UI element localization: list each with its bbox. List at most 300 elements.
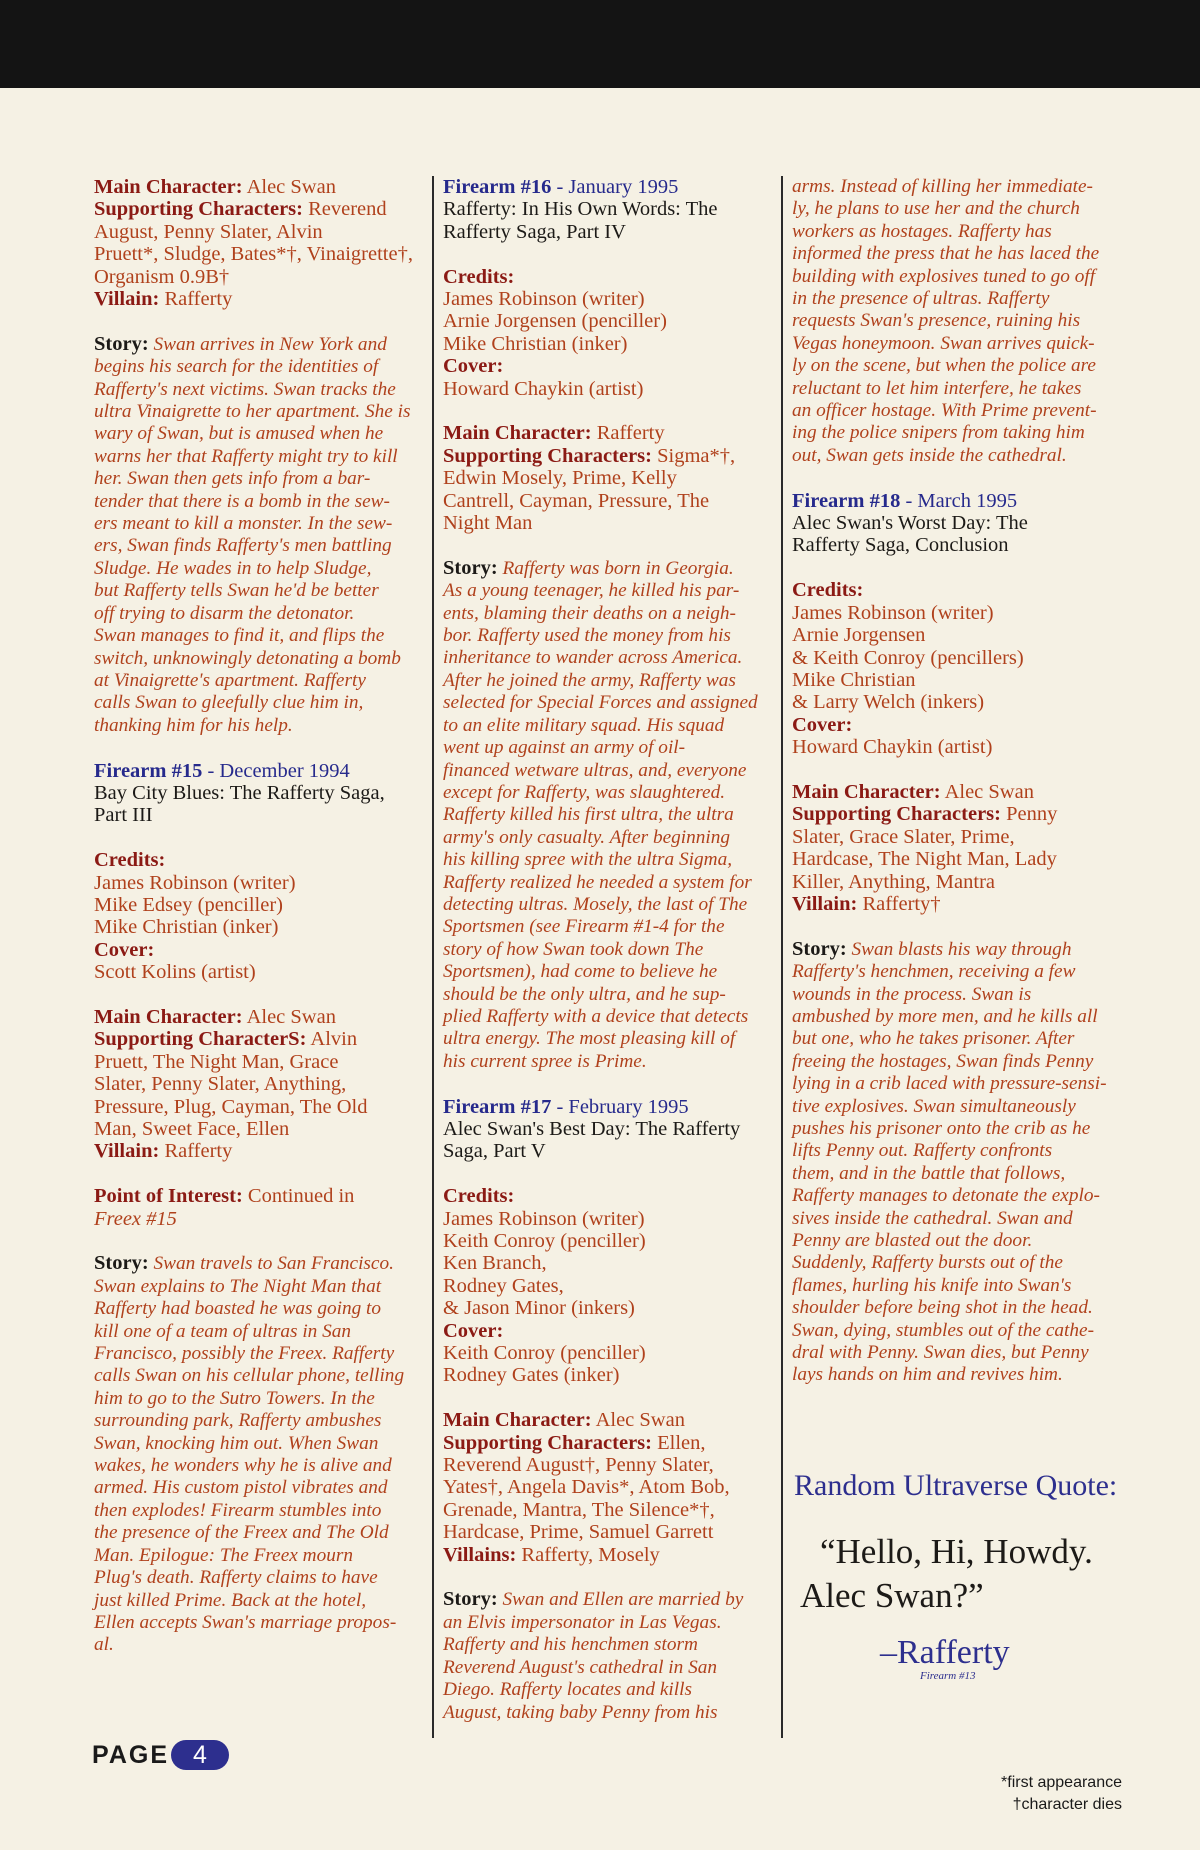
field-label: Supporting Characters:	[94, 198, 303, 221]
field-value: thanking him for his help.	[94, 714, 293, 736]
field-value: Bay City Blues: The Rafferty Saga,	[94, 781, 385, 804]
text-line	[792, 355, 1122, 377]
field-value: Ellen accepts Swan's marriage propos-	[94, 1611, 397, 1633]
field-value: Howard Chaykin (artist)	[443, 377, 644, 400]
text-line	[94, 1208, 424, 1230]
field-value: Pruett*, Sludge, Bates*†, Vinaigrette†,	[94, 243, 413, 266]
firearm-14-characters	[94, 176, 424, 310]
field-value: Swan arrives in New York and	[153, 333, 387, 355]
field-value: them, and in the battle that follows,	[792, 1162, 1066, 1184]
field-value: requests Swan's presence, ruining his	[792, 310, 1081, 332]
text-line	[792, 221, 1122, 243]
field-value: Alec Swan	[246, 1005, 336, 1028]
issue-date: - February 1995	[551, 1095, 689, 1118]
issue-date: - December 1994	[202, 759, 350, 782]
page-word: PAGE	[92, 1740, 169, 1769]
field-value: Ellen,	[657, 1431, 706, 1454]
text-line	[443, 512, 773, 534]
field-value: Scott Kolins (artist)	[94, 961, 256, 984]
column-divider-right	[781, 176, 783, 1738]
field-value: Slater, Grace Slater, Prime,	[792, 825, 1015, 848]
text-line	[443, 490, 773, 512]
field-value: pushes his prisoner onto the crib as he	[792, 1118, 1091, 1139]
field-value: Rafferty killed his first ultra, the ultra	[443, 804, 734, 826]
field-label: Main Character:	[94, 1005, 243, 1028]
field-value: Rafferty's henchmen, receiving a few	[792, 961, 1076, 983]
field-value: Alec Swan's Best Day: The Rafferty	[443, 1118, 741, 1140]
field-value: Killer, Anything, Mantra	[792, 870, 996, 893]
field-value: Alec Swan	[595, 1409, 685, 1432]
text-line	[443, 1432, 773, 1454]
field-value: dral with Penny. Swan dies, but Penny	[792, 1342, 1089, 1364]
field-value: Swan, knocking him out. When Swan	[94, 1432, 379, 1454]
field-value: ultra energy. The most pleasing kill of	[443, 1028, 736, 1050]
text-line	[792, 490, 1122, 512]
text-line	[94, 894, 424, 916]
text-line	[443, 1252, 773, 1274]
field-value: Cantrell, Cayman, Pressure, The	[443, 489, 710, 512]
footnotes	[1001, 1772, 1122, 1816]
field-value: Plug's death. Rafferty claims to have	[94, 1567, 378, 1589]
field-value: Pruett, The Night Man, Grace	[94, 1050, 339, 1073]
text-line	[792, 803, 1122, 825]
firearm-16-characters	[443, 422, 773, 534]
field-value: Sportsmen (see Firearm #1-4 for the	[443, 916, 725, 938]
field-label: Story:	[94, 1252, 149, 1275]
text-line	[443, 333, 773, 355]
quote-heading: Random Ultraverse Quote:	[794, 1469, 1118, 1502]
field-value: went up against an army of oil-	[443, 737, 686, 759]
text-line	[443, 1185, 773, 1207]
text-line	[443, 849, 773, 871]
field-label: Supporting Characters:	[792, 803, 1001, 826]
text-line	[443, 1230, 773, 1252]
field-value: reluctant to let him interfere, he takes	[792, 377, 1082, 399]
text-line	[94, 1477, 424, 1499]
field-value: Swan and Ellen are married by	[502, 1589, 744, 1611]
field-value: Reverend	[308, 198, 387, 221]
text-line	[94, 198, 424, 220]
text-line	[443, 1297, 773, 1319]
text-line	[94, 1455, 424, 1477]
field-label: Credits:	[792, 579, 864, 602]
field-value: Penny	[1006, 803, 1058, 826]
text-line	[443, 221, 773, 243]
text-line	[443, 961, 773, 983]
text-line	[443, 266, 773, 288]
field-value: flames, hurling his knife into Swan's	[792, 1274, 1072, 1296]
text-line	[94, 648, 424, 670]
field-value: Mike Christian	[792, 668, 916, 691]
field-value: Slater, Penny Slater, Anything,	[94, 1073, 347, 1096]
field-value: plied Rafferty with a device that detects	[443, 1005, 749, 1027]
text-line	[792, 266, 1122, 288]
text-line	[94, 1185, 424, 1207]
field-value: Rafferty's next victims. Swan tracks the	[94, 378, 396, 400]
field-value: ambushed by more men, and he kills all	[792, 1005, 1098, 1027]
firearm-16-heading	[443, 176, 773, 243]
text-line	[792, 333, 1122, 355]
text-line	[792, 176, 1122, 198]
field-value: his current spree is Prime.	[443, 1050, 647, 1072]
text-line	[94, 491, 424, 513]
issue-title: Firearm #15	[94, 759, 203, 782]
text-line	[94, 243, 424, 265]
field-value: except for Rafferty, was slaughtered.	[443, 781, 726, 803]
text-line	[443, 580, 773, 602]
field-value: Alec Swan	[944, 780, 1034, 803]
issue-title: Firearm #18	[792, 489, 901, 512]
text-line	[792, 736, 1122, 758]
field-value: off trying to disarm the detonator.	[94, 602, 355, 624]
top-black-band	[0, 0, 1200, 88]
text-line	[792, 243, 1122, 265]
field-value: After he joined the army, Rafferty was	[443, 669, 736, 691]
quote-line: Alec Swan?”	[800, 1576, 984, 1615]
text-line	[443, 176, 773, 198]
text-line	[443, 916, 773, 938]
column-right	[792, 176, 1122, 1409]
text-line	[94, 849, 424, 871]
field-value: wounds in the process. Swan is	[792, 983, 1032, 1005]
field-value: Hardcase, Prime, Samuel Garrett	[443, 1521, 714, 1544]
text-line	[443, 1612, 773, 1634]
field-label: Main Character:	[792, 780, 941, 803]
field-value: Freex #15	[94, 1207, 177, 1230]
firearm-16-story	[443, 557, 773, 1073]
field-value: August, taking baby Penny from his	[443, 1701, 718, 1723]
text-line	[792, 624, 1122, 646]
text-line	[792, 310, 1122, 332]
field-label: Cover:	[443, 355, 504, 378]
field-value: lying in a crib laced with pressure-sensi-	[792, 1073, 1107, 1095]
field-label: Main Character:	[443, 422, 592, 445]
field-label: Point of Interest:	[94, 1185, 243, 1208]
field-value: Rafferty Saga, Part IV	[443, 220, 626, 243]
text-line	[792, 871, 1122, 893]
text-line	[94, 580, 424, 602]
text-line	[792, 1342, 1122, 1364]
text-line	[94, 872, 424, 894]
field-value: August, Penny Slater, Alvin	[94, 220, 323, 243]
text-line	[792, 984, 1122, 1006]
field-value: Saga, Part V	[443, 1140, 546, 1163]
text-line	[94, 356, 424, 378]
field-value: James Robinson (writer)	[792, 601, 994, 624]
text-line	[94, 401, 424, 423]
text-line	[443, 378, 773, 400]
field-value: Organism 0.9B†	[94, 265, 230, 288]
field-value: ly on the scene, but when the police are	[792, 355, 1096, 377]
field-value: & Keith Conroy (pencillers)	[792, 646, 1024, 669]
text-line	[94, 1410, 424, 1432]
firearm-14-story	[94, 333, 424, 737]
text-line	[443, 827, 773, 849]
text-line	[94, 804, 424, 826]
field-value: Ken Branch,	[443, 1252, 547, 1275]
text-line	[94, 670, 424, 692]
text-line	[792, 1208, 1122, 1230]
text-line	[94, 288, 424, 310]
field-value: lifts Penny out. Rafferty confronts	[792, 1140, 1053, 1162]
field-value: to an elite military squad. His squad	[443, 714, 725, 736]
column-left	[94, 176, 424, 1679]
field-value: ing the police snipers from taking him	[792, 422, 1085, 444]
field-value: arms. Instead of killing her immediate-	[792, 176, 1093, 197]
text-line	[443, 198, 773, 220]
field-value: Alec Swan	[246, 176, 336, 198]
text-line	[94, 446, 424, 468]
quote-source: Firearm #13	[920, 1670, 976, 1682]
field-value: Alec Swan's Worst Day: The	[792, 512, 1028, 535]
text-line	[94, 961, 424, 983]
text-line	[94, 558, 424, 580]
firearm-15-point-of-interest	[94, 1185, 424, 1230]
field-value: should be the only ultra, and he sup-	[443, 983, 726, 1005]
field-value: Mike Christian (inker)	[94, 916, 279, 939]
text-line	[94, 333, 424, 356]
field-value: workers as hostages. Rafferty has	[792, 220, 1052, 242]
text-line	[792, 1320, 1122, 1342]
text-line	[443, 1051, 773, 1073]
field-value: Alvin	[310, 1028, 358, 1051]
text-line	[94, 1590, 424, 1612]
field-value: Keith Conroy (penciller)	[443, 1342, 646, 1365]
text-line	[443, 1544, 773, 1566]
firearm-18-credits	[792, 579, 1122, 758]
text-line	[94, 535, 424, 557]
field-value: Rafferty realized he needed a system for	[443, 871, 752, 893]
field-value: Yates†, Angela Davis*, Atom Bob,	[443, 1476, 730, 1499]
field-value: just killed Prime. Back at the hotel,	[94, 1589, 367, 1611]
field-label: Story:	[443, 1588, 498, 1611]
quote-attribution: –Rafferty	[880, 1634, 1010, 1671]
text-line	[443, 1342, 773, 1364]
field-value: in the presence of ultras. Rafferty	[792, 288, 1050, 310]
field-value: & Larry Welch (inkers)	[792, 691, 985, 714]
text-line	[443, 1499, 773, 1521]
text-line	[443, 1657, 773, 1679]
column-divider-left	[432, 176, 434, 1738]
field-value: Suddenly, Rafferty bursts out of the	[792, 1252, 1063, 1274]
issue-date: - March 1995	[900, 489, 1018, 512]
text-line	[94, 1096, 424, 1118]
text-line	[443, 557, 773, 580]
field-label: Story:	[792, 937, 847, 960]
field-value: the presence of the Freex and The Old	[94, 1522, 389, 1544]
text-line	[94, 1006, 424, 1028]
text-line	[443, 445, 773, 467]
field-value: Rafferty	[164, 288, 233, 311]
text-line	[792, 669, 1122, 691]
text-line	[792, 1028, 1122, 1050]
firearm-16-credits	[443, 266, 773, 400]
field-value: at Vinaigrette's apartment. Rafferty	[94, 669, 366, 691]
text-line	[443, 647, 773, 669]
text-line	[443, 1702, 773, 1724]
text-line	[94, 1365, 424, 1387]
field-label: Villain:	[792, 892, 858, 915]
field-value: ly, he plans to use her and the church	[792, 198, 1080, 220]
text-line	[443, 1140, 773, 1162]
field-value: freeing the hostages, Swan finds Penny	[792, 1050, 1094, 1072]
text-line	[443, 1588, 773, 1611]
text-line	[792, 1073, 1122, 1095]
firearm-15-story	[94, 1252, 424, 1656]
quote-line: “Hello, Hi, Howdy.	[820, 1532, 1093, 1571]
field-value: Reverend August's cathedral in San	[443, 1656, 718, 1678]
text-line	[94, 1252, 424, 1275]
field-value: surrounding park, Rafferty ambushes	[94, 1410, 382, 1432]
text-line	[94, 692, 424, 714]
text-line	[792, 826, 1122, 848]
field-value: Sigma*†,	[657, 444, 736, 467]
field-label: Main Character:	[443, 1409, 592, 1432]
field-value: but Rafferty tells Swan he'd be better	[94, 580, 379, 602]
text-line	[792, 893, 1122, 915]
text-line	[443, 1096, 773, 1118]
text-line	[94, 513, 424, 535]
field-value: Rodney Gates,	[443, 1274, 564, 1297]
text-line	[792, 1006, 1122, 1028]
field-value: ents, blaming their deaths on a neigh-	[443, 602, 736, 624]
text-line	[792, 848, 1122, 870]
field-value: informed the press that he has laced the	[792, 243, 1100, 265]
text-line	[443, 804, 773, 826]
field-value: Reverend August†, Penny Slater,	[443, 1454, 714, 1477]
text-line	[94, 1388, 424, 1410]
field-value: Francisco, possibly the Freex. Rafferty	[94, 1343, 395, 1365]
text-line	[94, 1433, 424, 1455]
field-value: & Jason Minor (inkers)	[443, 1297, 635, 1320]
field-value: al.	[94, 1634, 114, 1656]
field-value: Rafferty, Mosely	[521, 1543, 660, 1566]
text-line	[94, 939, 424, 961]
text-line	[94, 603, 424, 625]
firearm-17-credits	[443, 1185, 773, 1387]
text-line	[792, 512, 1122, 534]
text-line	[792, 1140, 1122, 1162]
text-line	[792, 288, 1122, 310]
field-value: his killing spree with the ultra Sigma,	[443, 849, 733, 871]
field-value: armed. His custom pistol vibrates and	[94, 1477, 388, 1499]
field-value: army's only casualty. After beginning	[443, 826, 731, 848]
firearm-15-credits	[94, 849, 424, 983]
field-value: Man, Sweet Face, Ellen	[94, 1118, 290, 1140]
field-value: wakes, he wonders why he is alive and	[94, 1455, 392, 1477]
text-line	[94, 423, 424, 445]
text-line	[792, 1252, 1122, 1274]
field-value: out, Swan gets inside the cathedral.	[792, 444, 1067, 466]
field-value: him to go to the Sutro Towers. In the	[94, 1387, 375, 1409]
text-line	[443, 760, 773, 782]
text-line	[443, 1521, 773, 1543]
text-line	[443, 737, 773, 759]
field-label: Credits:	[94, 849, 166, 872]
text-line	[94, 221, 424, 243]
field-value: As a young teenager, he killed his par-	[443, 580, 740, 602]
text-line	[443, 782, 773, 804]
text-line	[443, 1476, 773, 1498]
field-value: story of how Swan took down The	[443, 938, 704, 960]
field-label: Cover:	[443, 1319, 504, 1342]
text-line	[792, 1118, 1122, 1140]
text-line	[94, 1634, 424, 1656]
field-value: James Robinson (writer)	[443, 1207, 645, 1230]
field-value: ers meant to kill a monster. In the sew-	[94, 513, 393, 535]
field-value: inheritance to wander across America.	[443, 647, 743, 669]
field-label: Cover:	[94, 938, 155, 961]
text-line	[94, 760, 424, 782]
text-line	[792, 1364, 1122, 1386]
field-label: Supporting Characters:	[443, 444, 652, 467]
field-value: Pressure, Plug, Cayman, The Old	[94, 1095, 368, 1118]
text-line	[792, 781, 1122, 803]
field-value: Rafferty	[596, 422, 665, 445]
firearm-18-story	[792, 938, 1122, 1387]
field-value: sives inside the cathedral. Swan and	[792, 1207, 1073, 1229]
field-value: Diego. Rafferty locates and kills	[443, 1679, 692, 1701]
field-value: Edwin Mosely, Prime, Kelly	[443, 467, 677, 490]
issue-title: Firearm #16	[443, 176, 552, 198]
field-value: detecting ultras. Mosely, the last of The	[443, 893, 748, 915]
text-line	[94, 1140, 424, 1162]
firearm-17-heading	[443, 1096, 773, 1163]
text-line	[792, 938, 1122, 961]
text-line	[792, 1096, 1122, 1118]
text-line	[792, 1230, 1122, 1252]
field-value: but one, who he takes prisoner. After	[792, 1028, 1075, 1050]
field-value: Night Man	[443, 512, 533, 535]
text-line	[443, 939, 773, 961]
field-value: financed wetware ultras, and, everyone	[443, 759, 747, 781]
firearm-17-story-continued	[792, 176, 1122, 467]
text-line	[792, 691, 1122, 713]
field-value: Rafferty	[164, 1140, 233, 1163]
field-value: an Elvis impersonator in Las Vegas.	[443, 1611, 722, 1633]
quote-text	[800, 1530, 1093, 1618]
text-line	[443, 1275, 773, 1297]
field-value: James Robinson (writer)	[443, 288, 645, 311]
field-value: Hardcase, The Night Man, Lady	[792, 848, 1057, 871]
field-value: kill one of a team of ultras in San	[94, 1320, 352, 1342]
text-line	[443, 872, 773, 894]
firearm-18-heading	[792, 490, 1122, 557]
text-line	[792, 1297, 1122, 1319]
text-line	[443, 1118, 773, 1140]
text-line	[94, 1321, 424, 1343]
text-line	[443, 1364, 773, 1386]
text-line	[792, 198, 1122, 220]
field-label: Villain:	[94, 288, 160, 311]
text-line	[792, 1051, 1122, 1073]
firearm-15-heading	[94, 760, 424, 827]
page-number-badge: 4	[171, 1740, 229, 1770]
field-value: Rodney Gates (inker)	[443, 1364, 620, 1387]
text-line	[443, 715, 773, 737]
field-label: Credits:	[443, 1185, 515, 1208]
text-line	[94, 1500, 424, 1522]
text-line	[443, 1028, 773, 1050]
field-value: Rafferty had boasted he was going to	[94, 1298, 382, 1320]
text-line	[443, 355, 773, 377]
text-line	[94, 1343, 424, 1365]
field-label: Main Character:	[94, 176, 243, 198]
text-line	[94, 468, 424, 490]
text-line	[94, 1298, 424, 1320]
firearm-18-characters	[792, 781, 1122, 915]
field-value: ultra Vinaigrette to her apartment. She is	[94, 401, 411, 423]
